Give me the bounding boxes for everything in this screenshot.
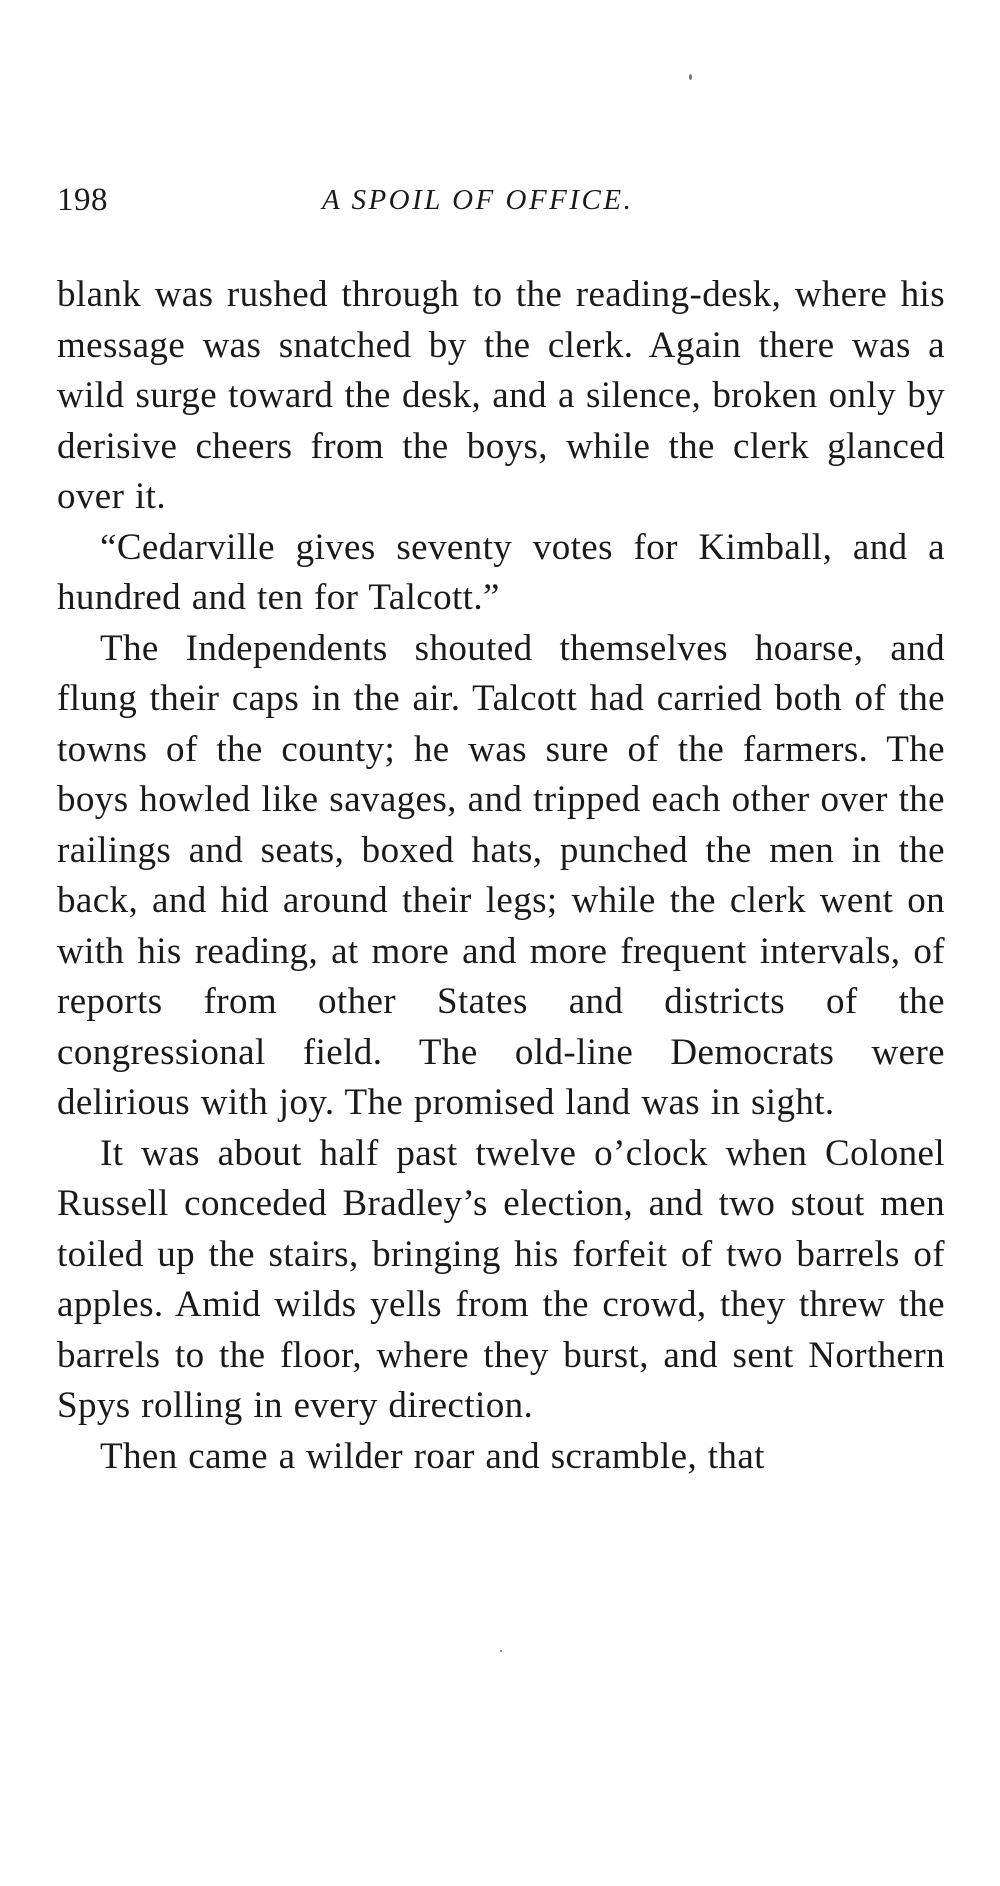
print-speck [500, 1650, 502, 1652]
paragraph: It was about half past twelve o’clock when Colonel Russell conceded Bradley’s election, and two stout men toiled up the stairs, bringing his forfeit of two barrels of apples. Amid wilds yells from the crowd, they threw the barrels to the floor, where they burst, and sent Northern Spys rolling in every direction. [57, 1132, 945, 1426]
page-number: 198 [57, 182, 108, 218]
paragraph: Then came a wilder roar and scramble, that [100, 1435, 765, 1477]
running-head: A SPOIL OF OFFICE. [322, 184, 634, 216]
paragraph: “Cedarville gives seventy votes for Kimball, and a hundred and ten for Talcott.” [57, 526, 945, 618]
paragraph: The Independents shouted themselves hoarse, and flung their caps in the air. Talcott had carried both of the towns of the county; he was sure of the farmers. The boys howled like savages, and tripped each other over the railings and seats, boxed hats, punched the men in the back, and hid around their legs; while the clerk went on with his reading, at more and more frequent intervals, of reports from other States and districts of the congressional field. The old-line Democrats were delirious with joy. The promised land was in sight. [57, 627, 945, 1123]
paragraph: blank was rushed through to the reading-desk, where his message was snatched by the clerk. Again there was a wild surge toward the desk, and a silence, broken only by derisive cheers from the boys, while the clerk glanced over it. [57, 274, 945, 517]
print-speck [689, 74, 692, 80]
page-header [57, 182, 945, 230]
body-text [57, 270, 945, 1482]
